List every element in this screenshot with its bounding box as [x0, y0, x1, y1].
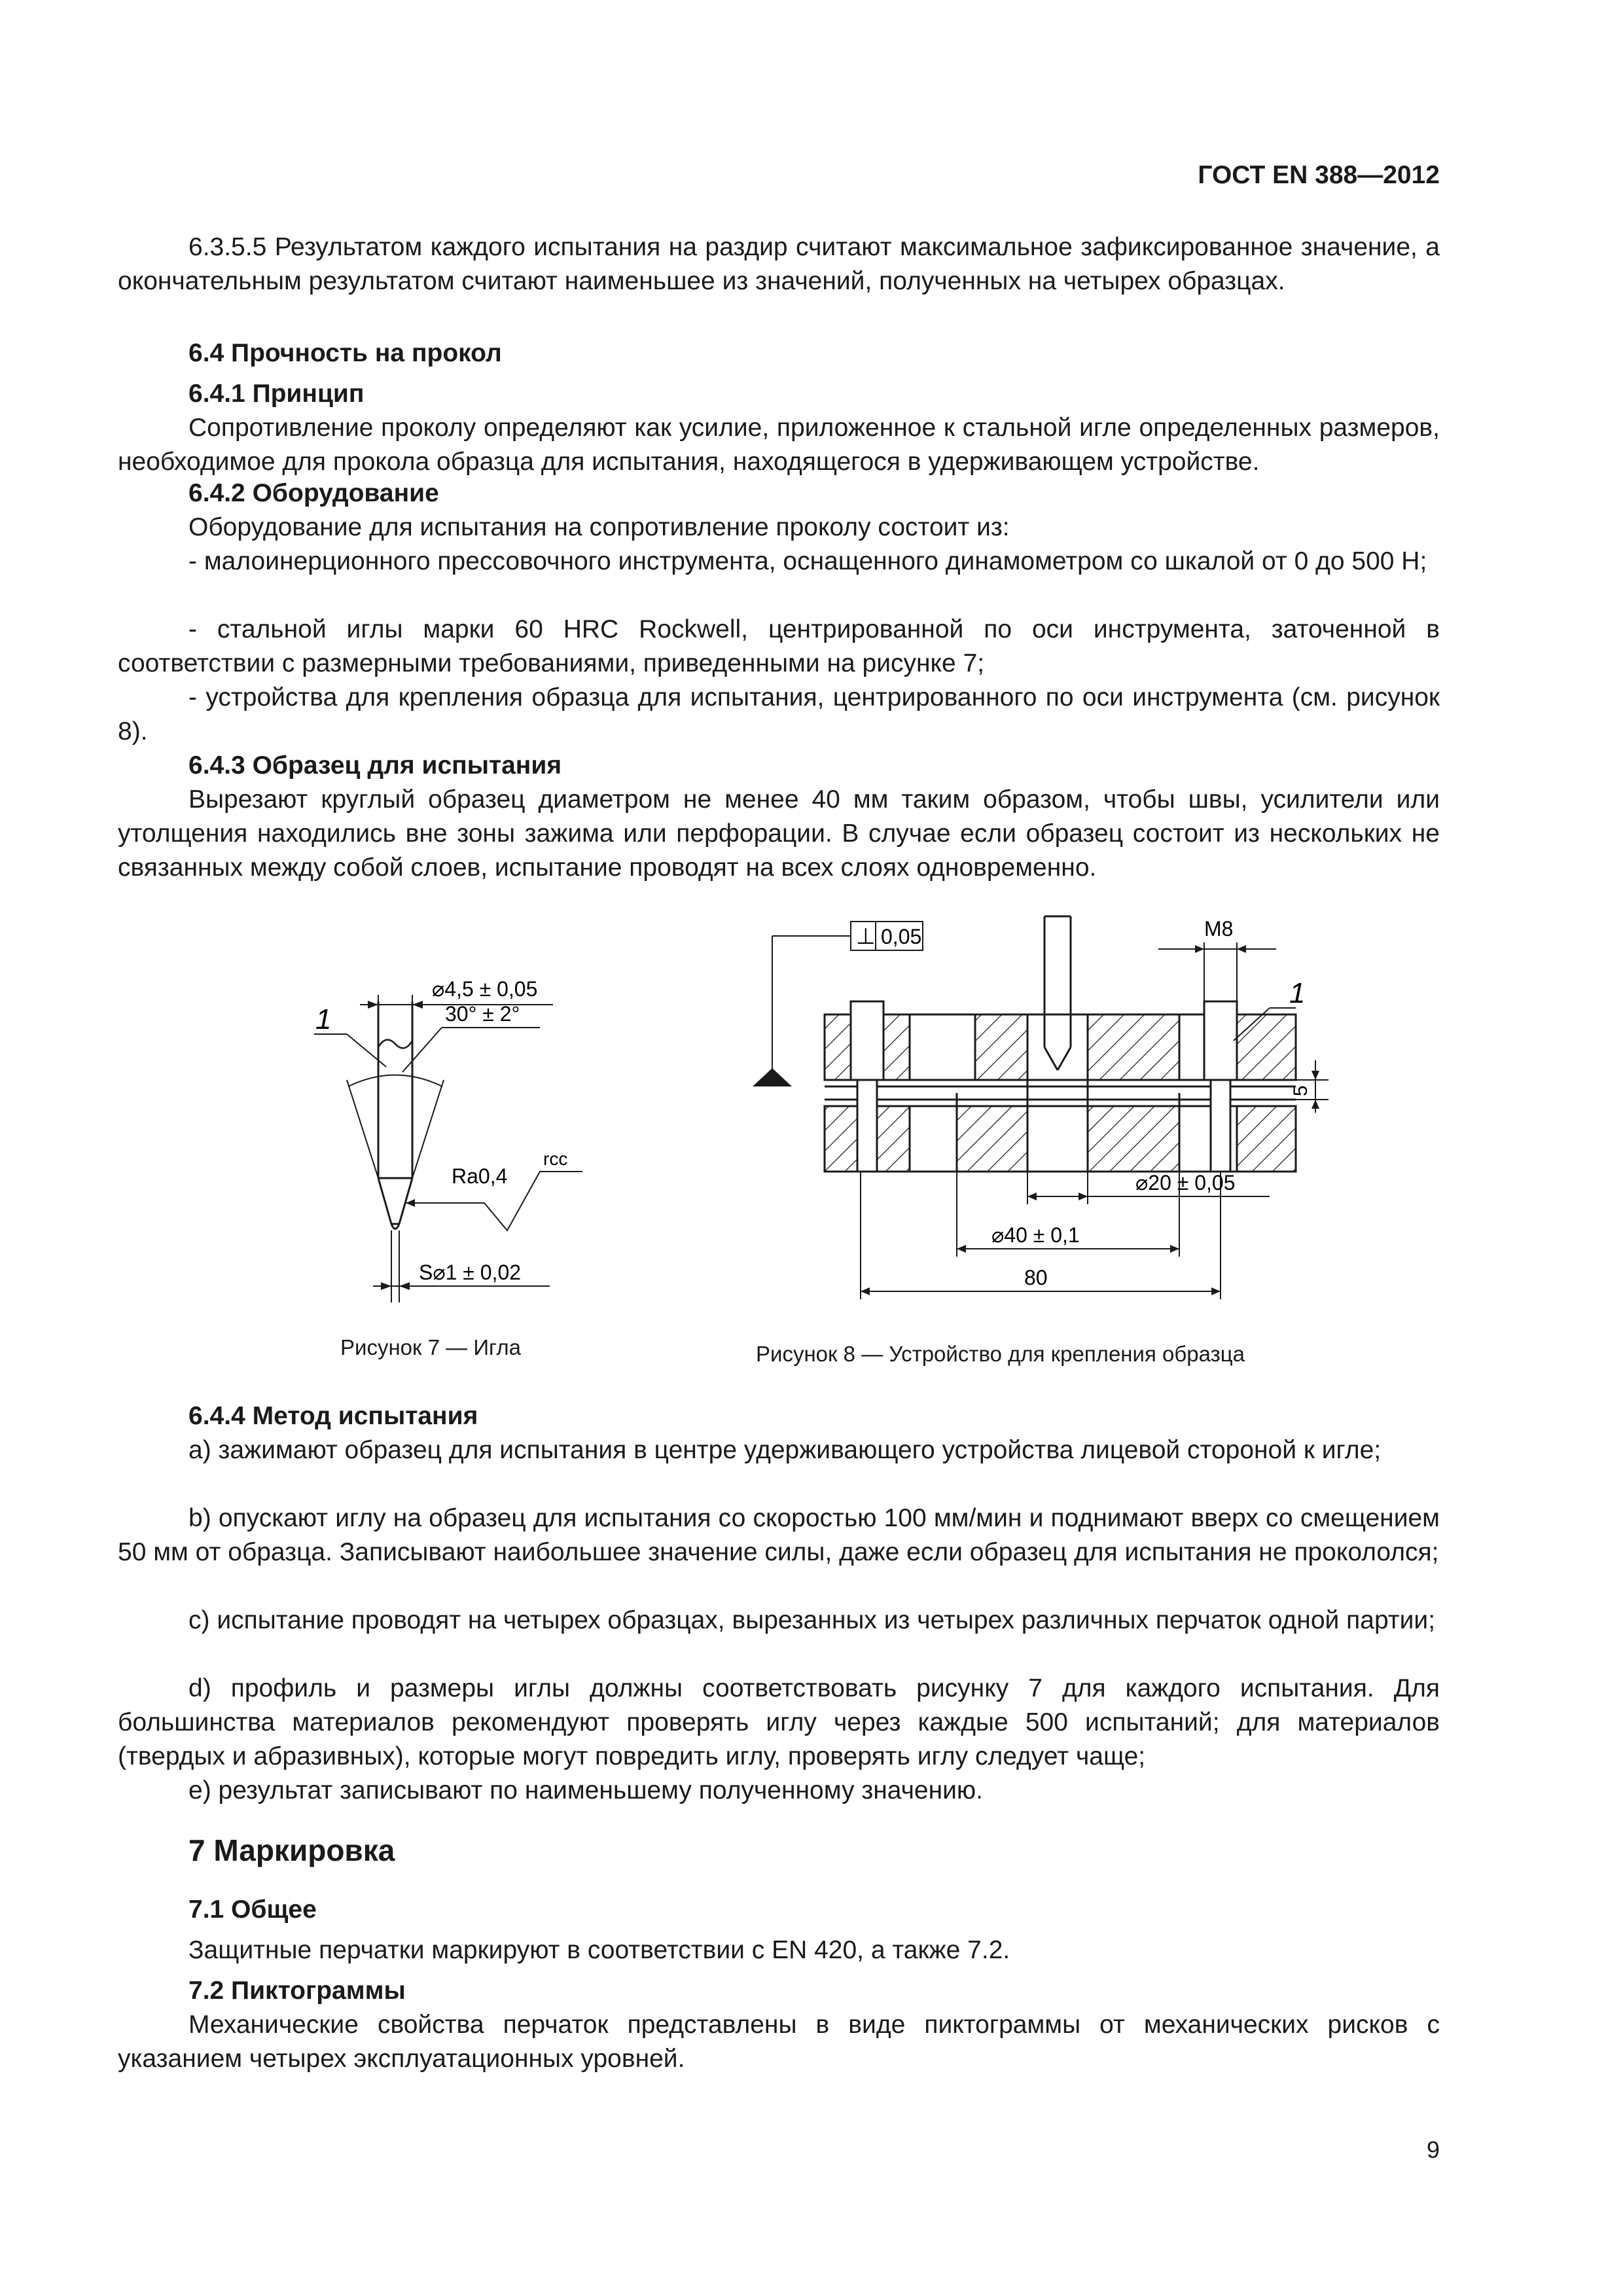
paragraph-7-2: Механические свойства перчаток представлены в виде пиктограммы от механических рисков с указанием четырех эксплуатационных уровней.	[118, 2011, 1440, 2073]
list-item-3: - устройства для крепления образца для испытания, центрированного по оси инструмента (см. рисунок 8).	[118, 683, 1440, 745]
figure-8-caption: Рисунок 8 — Устройство для крепления образца	[756, 1342, 1245, 1366]
figure-7-leader-1-label: 1	[315, 1003, 332, 1035]
heading-7: 7 Маркировка	[188, 1833, 395, 1867]
method-item-a: а) зажимают образец для испытания в центре удерживающего устройства лицевой стороной к игле;	[188, 1436, 1382, 1464]
heading-6-4-1: 6.4.1 Принцип	[188, 380, 365, 408]
method-item-d: d) профиль и размеры иглы должны соответствовать рисунку 7 для каждого испытания. Для большинства материалов рекомендуют проверять иглу через каждые 500 испытаний; для материалов (твердых и абразивных), которые могут повредить иглу, проверять иглу следует чаще;	[118, 1674, 1440, 1770]
paragraph-6-4-1: Сопротивление проколу определяют как усилие, приложенное к стальной игле определенных размеров, необходимое для прокола образца для испытания, находящегося в удерживающем устройстве.	[118, 414, 1440, 476]
figure-8-device-drawing	[753, 897, 1329, 1316]
figure-8-dim-20-label: ⌀20 ± 0,05	[1135, 1171, 1236, 1194]
method-item-c: с) испытание проводят на четырех образцах, вырезанных из четырех различных перчаток одной партии;	[188, 1606, 1436, 1634]
figure-8-tolerance-symbol: ⊥	[856, 924, 876, 949]
method-item-b: b) опускают иглу на образец для испытания со скоростью 100 мм/мин и поднимают вверх со смещением 50 мм от образца. Записывают наибольшее значение силы, даже если образец для испытания не прокололся;	[118, 1504, 1440, 1566]
heading-6-4-3: 6.4.3 Образец для испытания	[188, 751, 562, 780]
paragraph-6-3-5-5: 6.3.5.5 Результатом каждого испытания на раздир считают максимальное зафиксированное значение, а окончательным результатом считают наименьшее из значений, полученных на четырех образцах.	[118, 233, 1440, 295]
figure-7-needle-drawing	[288, 956, 628, 1322]
figure-7-angle-label: 30° ± 2°	[445, 1002, 520, 1026]
heading-7-1: 7.1 Общее	[188, 1895, 317, 1924]
figure-8-dim-40-label: ⌀40 ± 0,1	[991, 1223, 1080, 1247]
heading-6-4-2: 6.4.2 Оборудование	[188, 479, 439, 507]
figure-7-surface-mark-label: rcc	[543, 1149, 568, 1169]
heading-7-2: 7.2 Пиктограммы	[188, 1977, 406, 2005]
paragraph-6-4-2: Оборудование для испытания на сопротивление проколу состоит из:	[188, 513, 1010, 541]
heading-6-4-4: 6.4.4 Метод испытания	[188, 1402, 478, 1430]
page-number: 9	[1426, 2136, 1440, 2163]
paragraph-6-4-3: Вырезают круглый образец диаметром не менее 40 мм таким образом, чтобы швы, усилители или утолщения находились вне зоны зажима или перфорации. В случае если образец состоит из нескольких не связанных между собой слоев, испытание проводят на всех слоях одновременно.	[118, 785, 1440, 882]
figure-8-thread-label: M8	[1204, 917, 1234, 941]
figure-7-roughness-label: Ra0,4	[452, 1164, 508, 1188]
heading-6-4: 6.4 Прочность на прокол	[188, 339, 502, 367]
list-item-1: - малоинерционного прессовочного инструмента, оснащенного динамометром со шкалой от 0 до 500 Н;	[188, 547, 1427, 575]
figure-8-leader-1-label: 1	[1289, 977, 1306, 1009]
figure-7-sphere-label: S⌀1 ± 0,02	[419, 1261, 522, 1284]
figure-8-tolerance-value: 0,05	[881, 925, 922, 948]
document-code: ГОСТ EN 388—2012	[1198, 161, 1440, 189]
figure-7-diameter-label: ⌀4,5 ± 0,05	[432, 977, 538, 1001]
method-item-e: е) результат записывают по наименьшему полученному значению.	[188, 1776, 983, 1804]
paragraph-7-1: Защитные перчатки маркируют в соответствии с EN 420, а также 7.2.	[188, 1936, 1010, 1964]
list-item-2: - стальной иглы марки 60 HRC Rockwell, центрированной по оси инструмента, заточенной в соответствии с размерными требованиями, приведенными на рисунке 7;	[118, 615, 1440, 677]
figure-8-dim-80-label: 80	[1024, 1266, 1048, 1289]
figure-8-dim-5-label: 5	[1290, 1085, 1311, 1096]
figure-7-caption: Рисунок 7 — Игла	[340, 1335, 521, 1359]
